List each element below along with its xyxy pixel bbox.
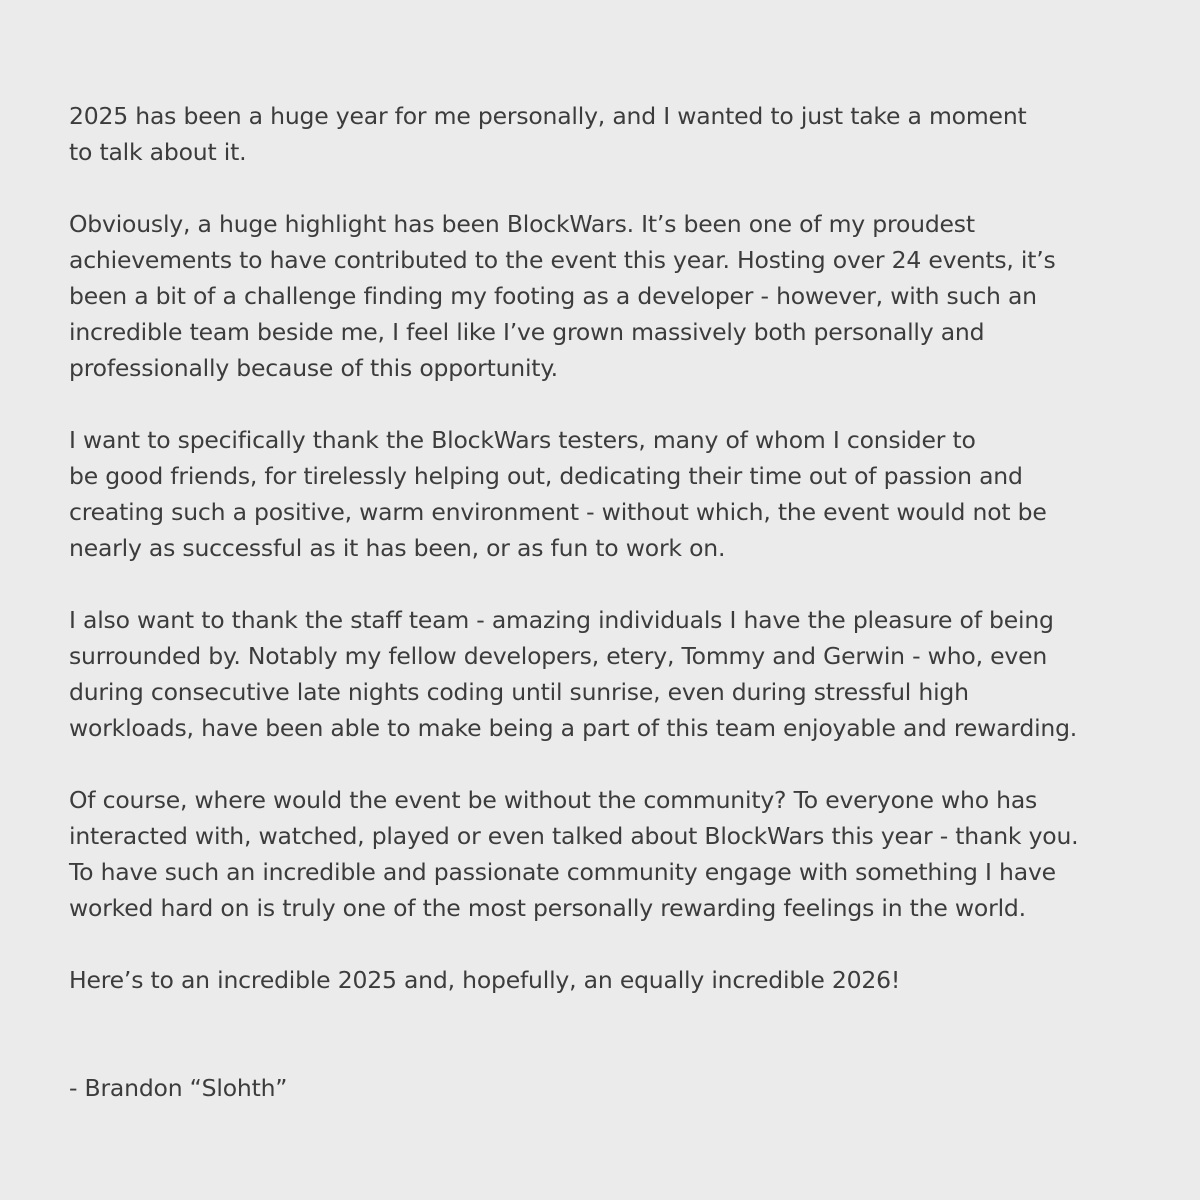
text-line: achievements to have contributed to the event this year. Hosting over 24 events, it’s: [69, 246, 1056, 274]
paragraph-thank-staff: [69, 602, 1169, 746]
paragraph-thank-testers: [69, 422, 1169, 566]
text-line: I want to specifically thank the BlockWars testers, many of whom I consider to: [69, 426, 976, 454]
text-line: Here’s to an incredible 2025 and, hopefully, an equally incredible 2026!: [69, 966, 901, 994]
text-line: I also want to thank the staff team - amazing individuals I have the pleasure of being: [69, 606, 1054, 634]
paragraph-intro: [69, 98, 1169, 170]
signature-text: - Brandon “Slohth”: [69, 1074, 288, 1102]
text-line: 2025 has been a huge year for me personally, and I wanted to just take a moment: [69, 102, 1027, 130]
text-line: creating such a positive, warm environment - without which, the event would not be: [69, 498, 1047, 526]
text-line: To have such an incredible and passionate community engage with something I have: [69, 858, 1056, 886]
text-line: been a bit of a challenge finding my footing as a developer - however, with such an: [69, 282, 1037, 310]
text-line: incredible team beside me, I feel like I’ve grown massively both personally and: [69, 318, 985, 346]
paragraph-thank-community: [69, 782, 1169, 926]
text-line: worked hard on is truly one of the most personally rewarding feelings in the world.: [69, 894, 1026, 922]
text-line: to talk about it.: [69, 138, 247, 166]
text-line: professionally because of this opportunity.: [69, 354, 558, 382]
signature: [69, 1070, 1169, 1106]
text-line: Of course, where would the event be without the community? To everyone who has: [69, 786, 1038, 814]
text-line: during consecutive late nights coding until sunrise, even during stressful high: [69, 678, 969, 706]
text-line: surrounded by. Notably my fellow developers, etery, Tommy and Gerwin - who, even: [69, 642, 1048, 670]
text-line: Obviously, a huge highlight has been BlockWars. It’s been one of my proudest: [69, 210, 975, 238]
text-line: be good friends, for tirelessly helping out, dedicating their time out of passion and: [69, 462, 1023, 490]
paragraph-closing: [69, 962, 1169, 998]
text-line: nearly as successful as it has been, or as fun to work on.: [69, 534, 726, 562]
text-line: workloads, have been able to make being a part of this team enjoyable and rewarding.: [69, 714, 1078, 742]
letter-body: [69, 98, 1169, 1106]
paragraph-blockwars-highlight: [69, 206, 1169, 386]
text-line: interacted with, watched, played or even talked about BlockWars this year - thank you.: [69, 822, 1079, 850]
